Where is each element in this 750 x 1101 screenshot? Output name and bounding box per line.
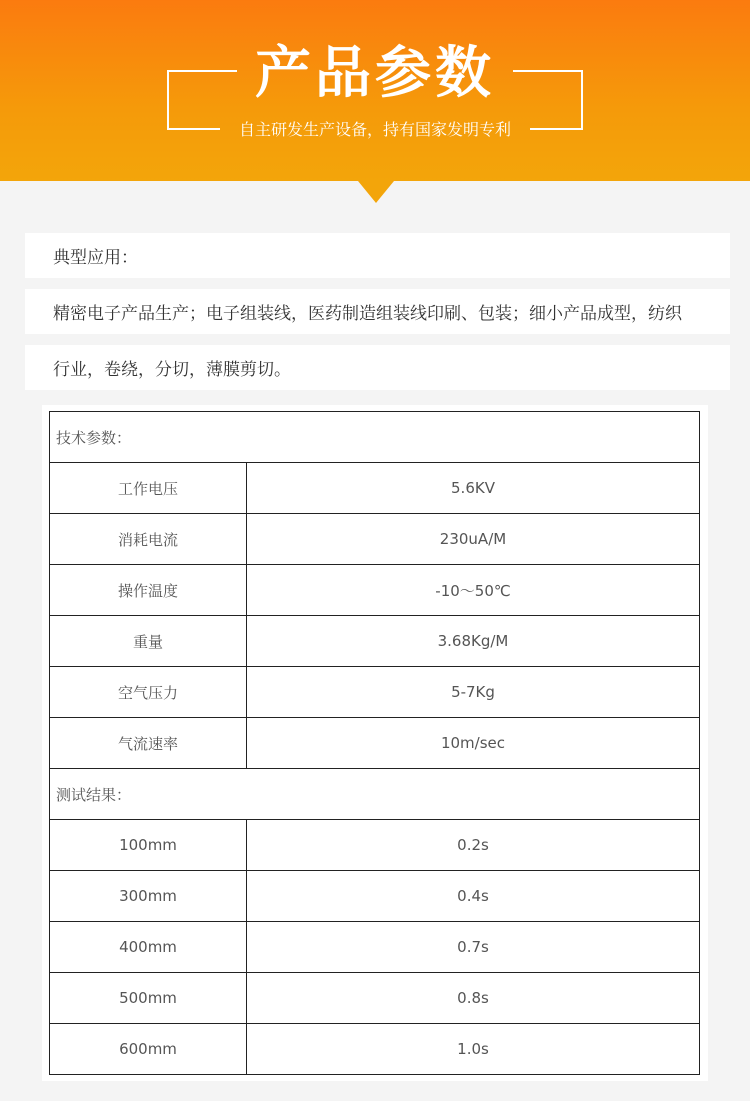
application-line-2: 行业，卷绕，分切，薄膜剪切。: [25, 345, 730, 390]
table-row: [50, 463, 700, 514]
param-name: 工作电压: [50, 463, 247, 514]
tech-section-label: 技术参数：: [50, 412, 700, 463]
test-time: 0.2s: [247, 820, 700, 871]
test-distance: 500mm: [50, 973, 247, 1024]
spec-table: [49, 411, 700, 1075]
param-name: 重量: [50, 616, 247, 667]
test-time: 0.7s: [247, 922, 700, 973]
param-name: 操作温度: [50, 565, 247, 616]
table-row: [50, 718, 700, 769]
table-row: [50, 769, 700, 820]
test-distance: 300mm: [50, 871, 247, 922]
table-row: [50, 616, 700, 667]
table-row: [50, 820, 700, 871]
application-label: 典型应用：: [25, 233, 730, 278]
banner-arrow: [358, 181, 394, 203]
test-section-label: 测试结果：: [50, 769, 700, 820]
table-row: [50, 871, 700, 922]
application-line-1: 精密电子产品生产；电子组装线，医药制造组装线印刷、包装；细小产品成型，纺织: [25, 289, 730, 334]
page-title: 产品参数: [255, 41, 495, 106]
test-distance: 400mm: [50, 922, 247, 973]
table-row: [50, 565, 700, 616]
table-row: [50, 667, 700, 718]
test-distance: 600mm: [50, 1024, 247, 1075]
param-name: 空气压力: [50, 667, 247, 718]
table-row: [50, 973, 700, 1024]
test-time: 0.8s: [247, 973, 700, 1024]
test-time: 1.0s: [247, 1024, 700, 1075]
table-row: [50, 922, 700, 973]
param-value: 5.6KV: [247, 463, 700, 514]
table-row: [50, 514, 700, 565]
param-value: 10m/sec: [247, 718, 700, 769]
page-subtitle: 自主研发生产设备，持有国家发明专利: [238, 120, 511, 139]
param-name: 气流速率: [50, 718, 247, 769]
param-value: 3.68Kg/M: [247, 616, 700, 667]
param-value: -10～50℃: [247, 565, 700, 616]
table-row: [50, 412, 700, 463]
param-name: 消耗电流: [50, 514, 247, 565]
table-row: [50, 1024, 700, 1075]
test-time: 0.4s: [247, 871, 700, 922]
test-distance: 100mm: [50, 820, 247, 871]
param-value: 5-7Kg: [247, 667, 700, 718]
param-value: 230uA/M: [247, 514, 700, 565]
